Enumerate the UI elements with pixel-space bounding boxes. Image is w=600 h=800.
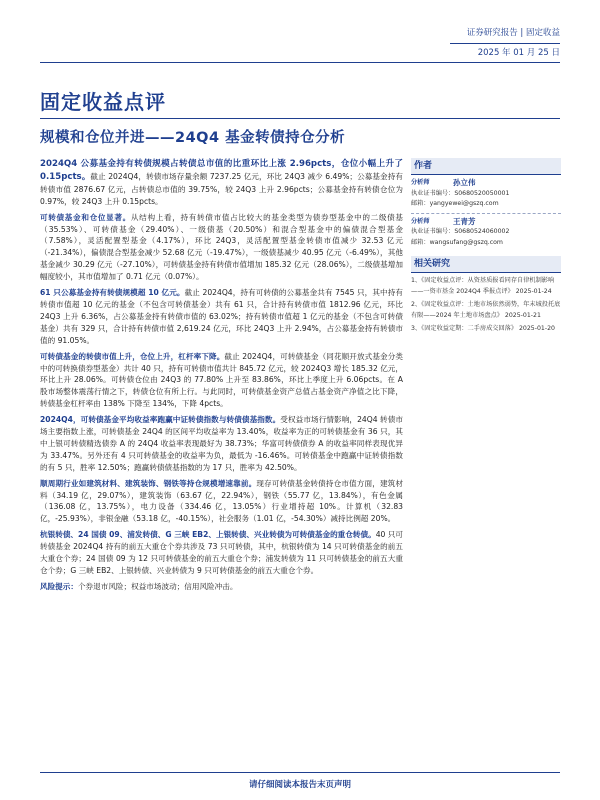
report-date: 2025 年 01 月 25 日 xyxy=(477,48,560,58)
header-rule xyxy=(40,62,560,63)
report-subtitle: 规模和仓位并进——24Q4 基金转债持仓分析 xyxy=(40,130,346,146)
email-address[interactable]: yangyewei@gszq.com xyxy=(429,200,499,207)
related-item[interactable]: 2、《固定收益点评：土地市场依然弱势，年末城投托底有限——2024 年土地市场盘点》 2025-01-21 xyxy=(411,301,561,319)
analyst-label: 分析师 xyxy=(411,179,430,186)
report-header xyxy=(450,26,560,61)
body-paragraph xyxy=(40,351,403,411)
paragraph-text: 截止 2024Q4，可转债基金（同花顺开放式基金分类中的可转换债券型基金）共计 40 只，持有可转债市值共计 845.72 亿元，较 2024Q3 增长 185.32 亿元，环比上升 28.06%。可转债仓位由 24Q3 的 77.80% 上升至 83.86%，环比上季度上升 6.06pcts。在 A 股市场整体震荡行情之下，转债仓位有所上行。与此同时，可转债基金资产总值占基金资产净值之比下降，转债基金杠杆率由 138% 下降至 134%，下降 4pcts。 xyxy=(40,351,404,409)
paragraph-text: 受权益市场行情影响，24Q4 转债市场主要指数上涨，可转债基金 24Q4 的区间平均收益率为 13.40%，收益率为正的可转债基金有 36 只，其中上银可转债精选债券 A 的 24Q4 收益率表现最好为 38.73%；华富可转债债券 A 的收益率同样表现优异为 33.47%。另外还有 4 只可转债基金的收益率为负，最低为 -16.46%。可转债基金中跑赢中证转债指数的有 5 只，胜率 12.50%；跑赢转债债基指数的为 17 只，胜率为 42.50%。 xyxy=(40,415,404,472)
footer-rule xyxy=(40,772,560,773)
footer-disclaimer: 请仔细阅读本报告末页声明 xyxy=(248,780,351,790)
paragraph-lead: 杭银转债、24 国债 09、浦发转债、G 三峡 EB2、上银转债、兴业转债为可转债基金的重仓转债。 xyxy=(40,530,376,540)
paragraph-lead: 61 只公募基金持有转债规模超 10 亿元。 xyxy=(40,288,185,298)
authors-heading: 作者 xyxy=(411,158,561,175)
risk-warning xyxy=(40,581,403,593)
paragraph-text: 从结构上看，持有转债市值占比较大的基金类型为债券型基金中的二级债基（35.53%）、可转债基金（29.40%）、一级债基（20.50%）和混合型基金中的偏债混合型基金（7.58%），灵活配置型基金（4.17%），环比 24Q3，灵活配置型基金转债市值减少 32.53 亿元（-21.34%），偏债混合型基金减少 52.68 亿元（-19.47%），一级债基减少 40.95 亿元（-6.49%），其他基金减少 30.29 亿元（-27.10%），可转债基金持有转债市值增加 185.32 亿元（28.06%），二级债基增加幅度较小，其市值增加了 0.71 亿元（0.07%）。 xyxy=(40,212,403,282)
analyst-name-row xyxy=(411,217,561,228)
paragraph-text: 现存可转债基金转债持仓市值方面，建筑材料（34.19 亿，29.07%），建筑装饰（63.67 亿，22.94%），钢铁（55.77 亿，13.84%），有色金属（136.08 亿，13.75%），电力设备（334.46 亿，13.05%）行业增持超 10%。计算机（32.83 亿，-25.93%），非银金融（53.18 亿，-40.15%），社会服务（1.01 亿，-54.30%）减持比例超 20%。 xyxy=(40,478,404,524)
body-paragraph xyxy=(40,287,403,347)
license-number: S0680520050001 xyxy=(454,189,510,197)
analyst-name-row xyxy=(411,178,561,189)
body-paragraph xyxy=(40,212,403,283)
paragraph-lead: 2024Q4，可转债基金平均收益率跑赢中证转债指数与转债债基指数。 xyxy=(40,415,281,425)
report-body xyxy=(40,158,403,597)
analyst-card xyxy=(411,217,561,249)
license-label: 执业证书编号： xyxy=(411,228,455,235)
license-number: S0680524060002 xyxy=(454,228,510,235)
paragraph-text: 40 只可转债基金 2024Q4 持有的前五大重仓个券共涉及 73 只可转债，其中，杭银转债为 14 只可转债基金的前五大重仓个券；24 国债 09 为 12 只可转债基金的前五大重仓个券；浦发转债为 11 只可转债基金的前五大重仓个券；G 三峡 EB2、上银转债、兴业转债为 9 只可转债基金的前五大重仓个券。 xyxy=(40,530,404,575)
page-title: 固定收益点评 xyxy=(40,90,166,114)
analyst-label: 分析师 xyxy=(411,217,430,225)
paragraph-lead: 2024Q4 公募基金持有转债规模占转债总市值的比重环比上涨 2.96pcts，仓位小幅上升了 0.15pcts。 xyxy=(40,159,403,182)
analyst-email xyxy=(411,199,561,210)
paragraph-lead: 顺周期行业如建筑材料、建筑装饰、钢铁等持仓规模增速靠前。 xyxy=(40,478,257,488)
body-paragraph xyxy=(40,414,403,474)
paragraph-text: 截止 2024Q4，转债市场存量余额 7237.25 亿元，环比 24Q3 减少 6.49%；公募基金持有转债市值 2876.67 亿元，占转债总市值的 39.75%，较 24Q3 上升 2.96pcts；公募基金持有转债仓位为 0.97%，较 24Q3 上升 0.15pcts。 xyxy=(40,171,403,206)
related-heading: 相关研究 xyxy=(411,256,561,273)
related-item[interactable]: 1、《固定收益点评：从资基质报看同存自律机制影响——一资市基金 2024Q4 季报点评》 2025-01-24 xyxy=(411,277,555,295)
analyst-name: 孙立伟 xyxy=(453,178,476,187)
body-paragraph xyxy=(40,529,403,577)
paragraph-lead: 可转债基金的转债市值上升，仓位上升，杠杆率下降。 xyxy=(40,351,225,361)
body-paragraph xyxy=(40,158,403,208)
paragraph-lead: 风险提示： xyxy=(40,581,78,591)
report-type: 证券研究报告 | 固定收益 xyxy=(466,28,560,38)
title-rule xyxy=(40,118,560,119)
paragraph-text: 个券退市风险；权益市场波动；信用风险冲击。 xyxy=(77,581,238,591)
header-divider xyxy=(450,43,560,44)
analyst-card xyxy=(411,178,561,210)
body-paragraph xyxy=(40,478,403,526)
related-list xyxy=(411,276,561,335)
analyst-license xyxy=(411,189,561,200)
paragraph-lead: 可转债基金和仓位显著。 xyxy=(40,212,131,222)
analyst-email xyxy=(411,238,561,249)
related-item[interactable]: 3、《固定收益定期：二手房成交回落》 2025-01-20 xyxy=(411,325,555,332)
email-address[interactable]: wangsufang@gszq.com xyxy=(429,238,503,246)
analyst-name: 王青芳 xyxy=(453,216,476,226)
email-label: 邮箱： xyxy=(411,238,430,246)
divider xyxy=(411,213,561,214)
analyst-license xyxy=(411,227,561,238)
sidebar xyxy=(411,158,561,338)
paragraph-text: 截止 2024Q4，持有可转债的公募基金共有 7545 只，其中持有转债市值超 10 亿元的基金（不包含可转债基金）共有 61 只，合计持有转债市值 1812.96 亿元，环比 24Q3 上升 6.36%，占公募基金持有转债市值的 63.02%；持有转债市值超 1 亿元的基金（不包含可转债基金）共有 329 只，合计持有转债市值 2,619.24 亿元，环比 24Q3 上升 2.94%，占公募基金持有转债市值的 91.05%。 xyxy=(40,288,403,345)
license-label: 执业证书编号： xyxy=(411,189,455,197)
email-label: 邮箱： xyxy=(411,200,430,207)
